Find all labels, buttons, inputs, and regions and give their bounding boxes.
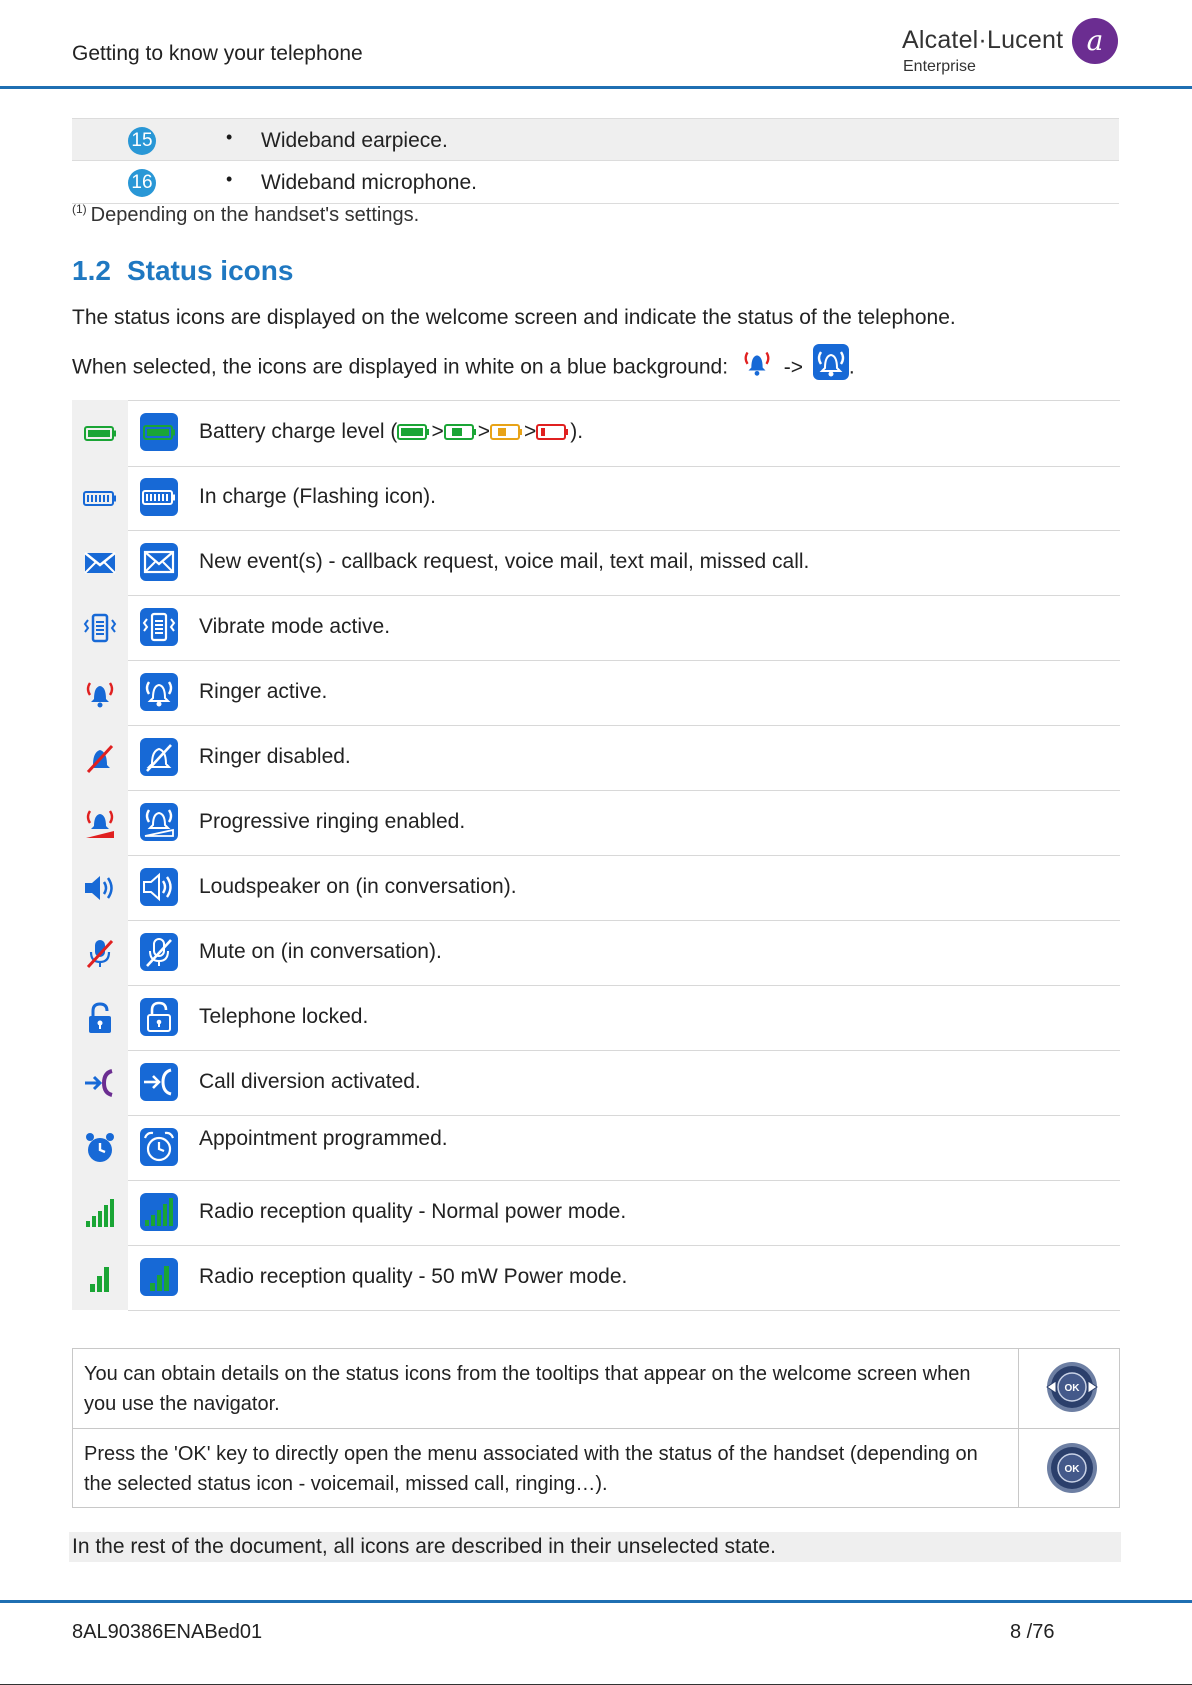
- brand-logo: [902, 18, 1122, 80]
- tip-row: [73, 1349, 1119, 1428]
- battery-full-icon: [82, 415, 118, 451]
- battery-half-icon: [444, 422, 478, 442]
- brand-subtitle: Enterprise: [903, 58, 976, 75]
- table-row: [72, 465, 1120, 530]
- svg-text:OK: OK: [1064, 1383, 1080, 1394]
- section-title: Status icons: [126, 255, 294, 286]
- signal-normal-selected-icon: [140, 1193, 178, 1231]
- intro-selected-text: When selected, the icons are displayed in white on a blue background:: [72, 355, 729, 379]
- ok-key-icon: [1045, 1441, 1099, 1495]
- bullet: •: [226, 169, 233, 189]
- ringer-off-icon: [82, 740, 118, 776]
- table-row: [72, 1180, 1120, 1245]
- intro-paragraph: The status icons are displayed on the welcome screen and indicate the status of the telephone.: [72, 306, 956, 329]
- tip-text: Press the 'OK' key to directly open the menu associated with the status of the handset (depending on the selected status icon - voicemail, missed call, ringing…).: [84, 1443, 978, 1495]
- battery-full-icon: [397, 422, 431, 442]
- page-number: 8 /76: [1010, 1621, 1055, 1643]
- table-row: [72, 1050, 1120, 1115]
- spec-row: [72, 160, 1119, 204]
- battery-full-selected-icon: [140, 413, 178, 451]
- status-icon-description: Ringer disabled.: [199, 745, 351, 768]
- ringer-selected-icon: [140, 673, 178, 711]
- call-diversion-icon: [82, 1065, 118, 1101]
- tip-row: [73, 1428, 1119, 1508]
- table-row: [72, 660, 1120, 725]
- spec-number-badge: 15: [128, 127, 156, 155]
- brand-emblem-icon: a: [1072, 18, 1118, 64]
- call-diversion-selected-icon: [140, 1063, 178, 1101]
- status-icon-description: Vibrate mode active.: [199, 615, 391, 638]
- intro-end: .: [848, 355, 855, 379]
- level-separator: >: [477, 420, 490, 443]
- envelope-icon: [82, 545, 118, 581]
- spec-number-badge: 16: [128, 169, 156, 197]
- document-reference: 8AL90386ENABed01: [72, 1621, 263, 1643]
- level-separator: >: [431, 420, 444, 443]
- envelope-selected-icon: [140, 543, 178, 581]
- table-row: [72, 530, 1120, 595]
- lock-icon: [82, 1000, 118, 1036]
- status-icon-description: Progressive ringing enabled.: [199, 810, 466, 833]
- status-icon-description: [199, 420, 583, 444]
- table-row: [72, 920, 1120, 985]
- table-row: [72, 595, 1120, 660]
- bullet: •: [226, 127, 233, 147]
- table-row: [72, 855, 1120, 920]
- table-row: [72, 725, 1120, 790]
- table-row: [72, 985, 1120, 1050]
- alarm-clock-selected-icon: [140, 1128, 178, 1166]
- status-icon-description: Telephone locked.: [199, 1005, 369, 1028]
- battery-low-icon: [490, 422, 524, 442]
- battery-text-end: ).: [570, 420, 584, 443]
- signal-normal-icon: [82, 1195, 118, 1231]
- mute-selected-icon: [140, 933, 178, 971]
- status-icon-description: Call diversion activated.: [199, 1070, 421, 1093]
- footer-rule: [0, 1600, 1192, 1603]
- table-row: [72, 1115, 1120, 1180]
- status-icon-description: Ringer active.: [199, 680, 328, 703]
- loudspeaker-icon: [82, 870, 118, 906]
- intro-selected-line: [72, 350, 855, 386]
- tip-text: You can obtain details on the status icons from the tooltips that appear on the welcome screen when you use the navigator.: [84, 1363, 971, 1415]
- brand-name: Alcatel·Lucent: [902, 26, 1064, 54]
- vibrate-selected-icon: [140, 608, 178, 646]
- footnote-mark: (1): [72, 202, 87, 216]
- ringer-selected-icon: [813, 344, 849, 380]
- spec-text: Wideband earpiece.: [261, 129, 448, 152]
- status-icon-description: Radio reception quality - Normal power mode.: [199, 1200, 627, 1223]
- status-icon-description: Appointment programmed.: [199, 1127, 448, 1150]
- battery-charging-selected-icon: [140, 478, 178, 516]
- table-row: [72, 1245, 1120, 1310]
- alarm-clock-icon: [82, 1130, 118, 1166]
- section-number: 1.2: [72, 255, 111, 286]
- header-rule: [0, 86, 1192, 89]
- signal-50mw-icon: [82, 1260, 118, 1296]
- status-icon-description: Radio reception quality - 50 mW Power mode.: [199, 1265, 628, 1288]
- section-heading: [72, 255, 293, 287]
- battery-charging-icon: [82, 480, 118, 516]
- ringer-icon: [740, 345, 774, 379]
- table-row: [72, 790, 1120, 855]
- battery-text: Battery charge level (: [199, 420, 398, 443]
- tips-box: [72, 1348, 1120, 1508]
- status-icon-description: New event(s) - callback request, voice mail, text mail, missed call.: [199, 550, 810, 573]
- ok-key-label: OK: [1064, 1464, 1080, 1475]
- ringer-icon: [82, 675, 118, 711]
- page-header-title: Getting to know your telephone: [72, 42, 363, 65]
- mute-icon: [82, 935, 118, 971]
- status-icon-description: Mute on (in conversation).: [199, 940, 442, 963]
- spec-text: Wideband microphone.: [261, 171, 477, 194]
- signal-50mw-selected-icon: [140, 1258, 178, 1296]
- intro-arrow: ->: [783, 355, 804, 379]
- vibrate-icon: [82, 610, 118, 646]
- status-icon-description: Loudspeaker on (in conversation).: [199, 875, 517, 898]
- ringer-off-selected-icon: [140, 738, 178, 776]
- level-separator: >: [523, 420, 537, 443]
- spec-row: [72, 118, 1119, 161]
- loudspeaker-selected-icon: [140, 868, 178, 906]
- progressive-ring-icon: [82, 805, 118, 841]
- note-bar: [69, 1532, 1121, 1562]
- footnote: [72, 204, 419, 227]
- footnote-text: Depending on the handset's settings.: [90, 204, 420, 226]
- navigator-icon: [1045, 1360, 1099, 1414]
- progressive-ring-selected-icon: [140, 803, 178, 841]
- status-icon-description: In charge (Flashing icon).: [199, 485, 436, 508]
- battery-empty-icon: [536, 422, 570, 442]
- lock-selected-icon: [140, 998, 178, 1036]
- table-row: [72, 400, 1120, 465]
- note-text: In the rest of the document, all icons are described in their unselected state.: [72, 1535, 776, 1558]
